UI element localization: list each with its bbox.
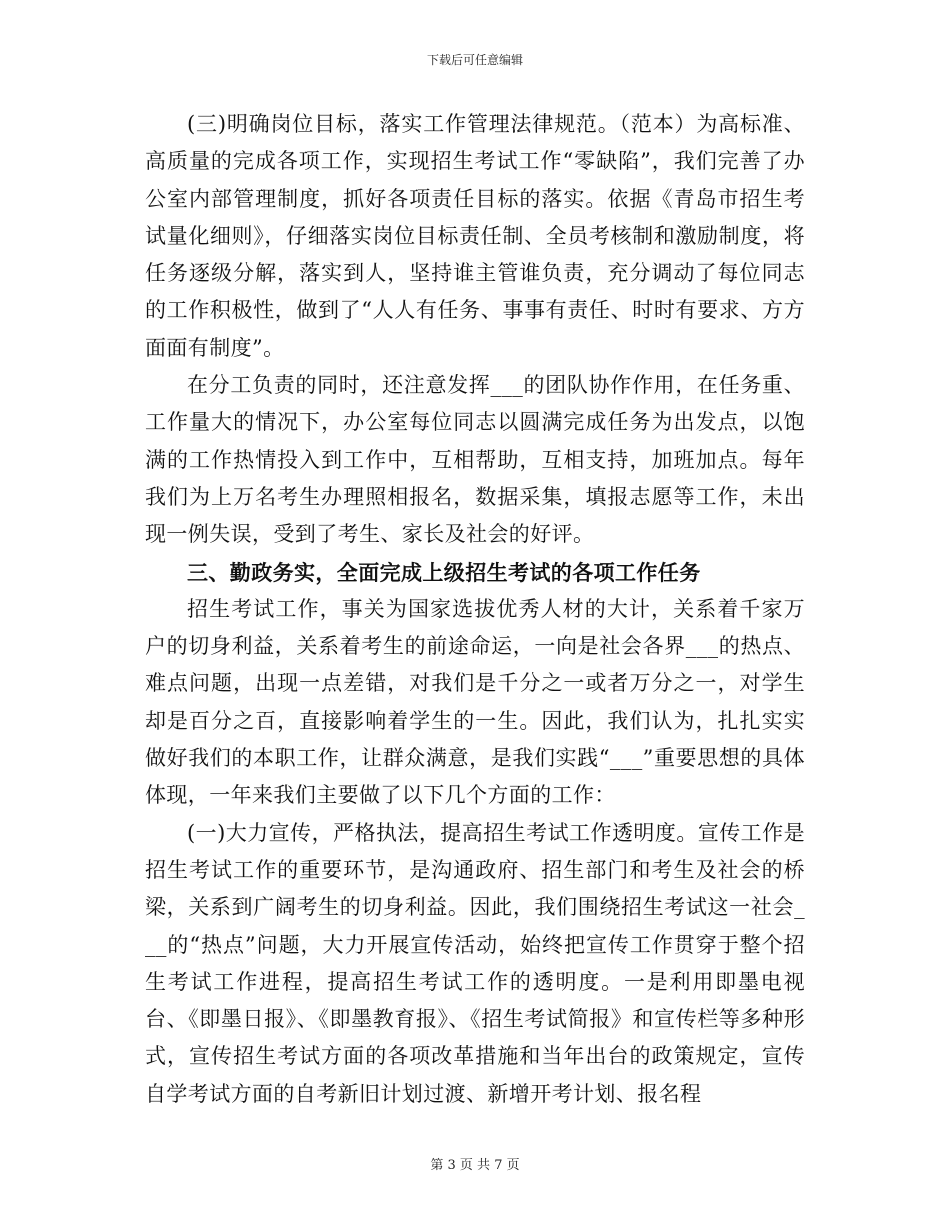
section-heading: 三、勤政务实，全面完成上级招生考试的各项工作任务 bbox=[187, 559, 701, 585]
paragraph-publicity: (一)大力宣传，严格执法，提高招生考试工作透明度。宣传工作是招生考试工作的重要环节，是沟通政府、招生部门和考生及社会的桥梁，关系到广阔考生的切身利益。因此，我们围绕招生考试这一社会___的“热点”问题，大力开展宣传活动，始终把宣传工作贯穿于整个招生考试工作进程，提高招生考试工作的透明度。一是利用即墨电视台、《即墨日报》、《即墨教育报》、《招生考试简报》和宣传栏等多种形式，宣传招生考试方面的各项改革措施和当年出台的政策规定，宣传自学考试方面的自考新旧计划过渡、新增开考计划、报名程 bbox=[145, 820, 805, 1106]
paragraph-teamwork: 在分工负责的同时，还注意发挥___的团队协作作用，在任务重、工作量大的情况下，办公室每位同志以圆满完成任务为出发点，以饱满的工作热情投入到工作中，互相帮助，互相支持，加班加点。每年我们为上万名考生办理照相报名，数据采集，填报志愿等工作，未出现一例失误，受到了考生、家长及社会的好评。 bbox=[145, 373, 805, 547]
page-header: 下载后可任意编辑 bbox=[426, 53, 523, 67]
document-body bbox=[145, 106, 805, 1113]
page-footer: 第 3 页 共 7 页 bbox=[430, 1158, 520, 1173]
paragraph-post-goals: (三)明确岗位目标，落实工作管理法律规范。（范本）为高标准、高质量的完成各项工作，实现招生考试工作“零缺陷”，我们完善了办公室内部管理制度，抓好各项责任目标的落实。依据《青岛市招生考试量化细则》，仔细落实岗位目标责任制、全员考核制和激励制度，将任务逐级分解，落实到人，坚持谁主管谁负责，充分调动了每位同志的工作积极性，做到了“人人有任务、事事有责任、时时有要求、方方面面有制度”。 bbox=[145, 112, 805, 360]
paragraph-admissions-importance: 招生考试工作，事关为国家选拔优秀人材的大计，关系着千家万户的切身利益，关系着考生的前途命运，一向是社会各界___的热点、难点问题，出现一点差错，对我们是千分之一或者万分之一，对学生却是百分之百，直接影响着学生的一生。因此，我们认为，扎扎实实做好我们的本职工作，让群众满意，是我们实践“___”重要思想的具体体现，一年来我们主要做了以下几个方面的工作： bbox=[145, 596, 805, 808]
